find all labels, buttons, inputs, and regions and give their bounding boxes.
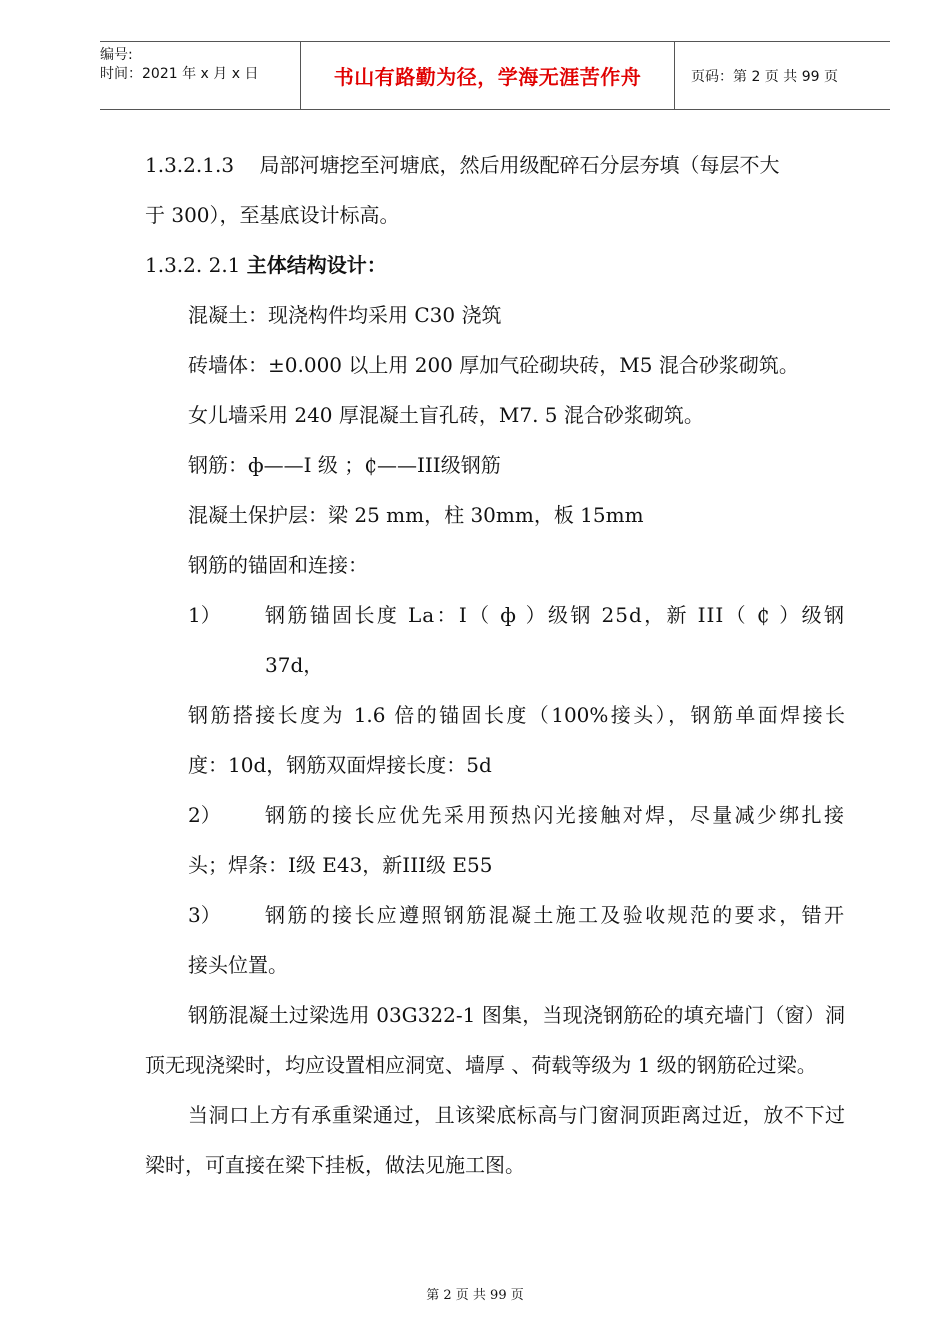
list-text: 钢筋锚固长度 La：I（ ф ）级钢 25d，新 III（ ₵ ）级钢: [265, 603, 845, 627]
list-number: 2）: [188, 803, 221, 827]
concrete-line: 混凝土：现浇构件均采用 C30 浇筑: [188, 303, 502, 327]
brick-wall-line: 砖墙体：±0.000 以上用 200 厚加气砼砌块砖，M5 混合砂浆砌筑。: [188, 353, 799, 377]
header-motto: 书山有路勤为径，学海无涯苦作舟: [300, 42, 675, 109]
section-1-3-2-1-3: [145, 140, 845, 190]
time-label: 时间：2021 年 x 月 x 日: [100, 66, 259, 82]
section-title: 主体结构设计：: [246, 253, 387, 277]
section-number: 1.3.2.1.3: [145, 153, 235, 177]
header-page-label: [683, 42, 890, 109]
number-label: 编号:: [100, 47, 133, 63]
list-number: 3）: [188, 903, 221, 927]
list-item-3: [145, 890, 845, 940]
list-item-2-continued: 头；焊条：Ⅰ级 E43，新III级 E55: [188, 853, 493, 877]
lap-length-line: 钢筋搭接长度为 1.6 倍的锚固长度（100%接头），钢筋单面焊接长: [188, 703, 845, 727]
list-item-2: [145, 790, 845, 840]
page-label: 页码：第 2 页 共 99 页: [691, 68, 838, 85]
lap-length-line-continued: 度：10d，钢筋双面焊接长度：5d: [188, 753, 492, 777]
rebar-grade-line: 钢筋：ф——Ⅰ 级 ；₵——III级钢筋: [188, 453, 501, 477]
list-item-1: [145, 590, 845, 640]
header-meta: [100, 42, 300, 113]
section-heading: [145, 240, 845, 290]
list-text: 钢筋的接长应遵照钢筋混凝土施工及验收规范的要求，错开: [265, 903, 845, 927]
list-item-1-continued: 37d，: [265, 653, 324, 677]
list-item-3-continued: 接头位置。: [188, 953, 288, 977]
page-footer: 第 2 页 共 99 页: [426, 1288, 524, 1303]
parapet-line: 女儿墙采用 240 厚混凝土盲孔砖，M7. 5 混合砂浆砌筑。: [188, 403, 704, 427]
list-text: 钢筋的接长应优先采用预热闪光接触对焊，尽量减少绑扎接: [265, 803, 845, 827]
section-text-continued: 于 300），至基底设计标高。: [145, 203, 400, 227]
document-body: [145, 140, 845, 1190]
section-number: 1.3.2. 2.1: [145, 253, 247, 277]
section-text: 局部河塘挖至河塘底，然后用级配碎石分层夯填（每层不大: [259, 153, 780, 177]
list-number: 1）: [188, 603, 221, 627]
concrete-cover-line: 混凝土保护层：梁 25 mm，柱 30mm，板 15mm: [188, 503, 644, 527]
anchorage-heading: 钢筋的锚固和连接：: [188, 553, 368, 577]
page-header: [100, 41, 890, 110]
opening-paragraph: 当洞口上方有承重梁通过，且该梁底标高与门窗洞顶距离过近，放不下过梁时，可直接在梁下挂板，做法见施工图。: [145, 1103, 845, 1177]
lintel-paragraph: 钢筋混凝土过梁选用 03G322-1 图集，当现浇钢筋砼的填充墙门（窗）洞顶无现浇梁时，均应设置相应洞宽、墙厚 、荷载等级为 1 级的钢筋砼过梁。: [145, 1003, 845, 1077]
